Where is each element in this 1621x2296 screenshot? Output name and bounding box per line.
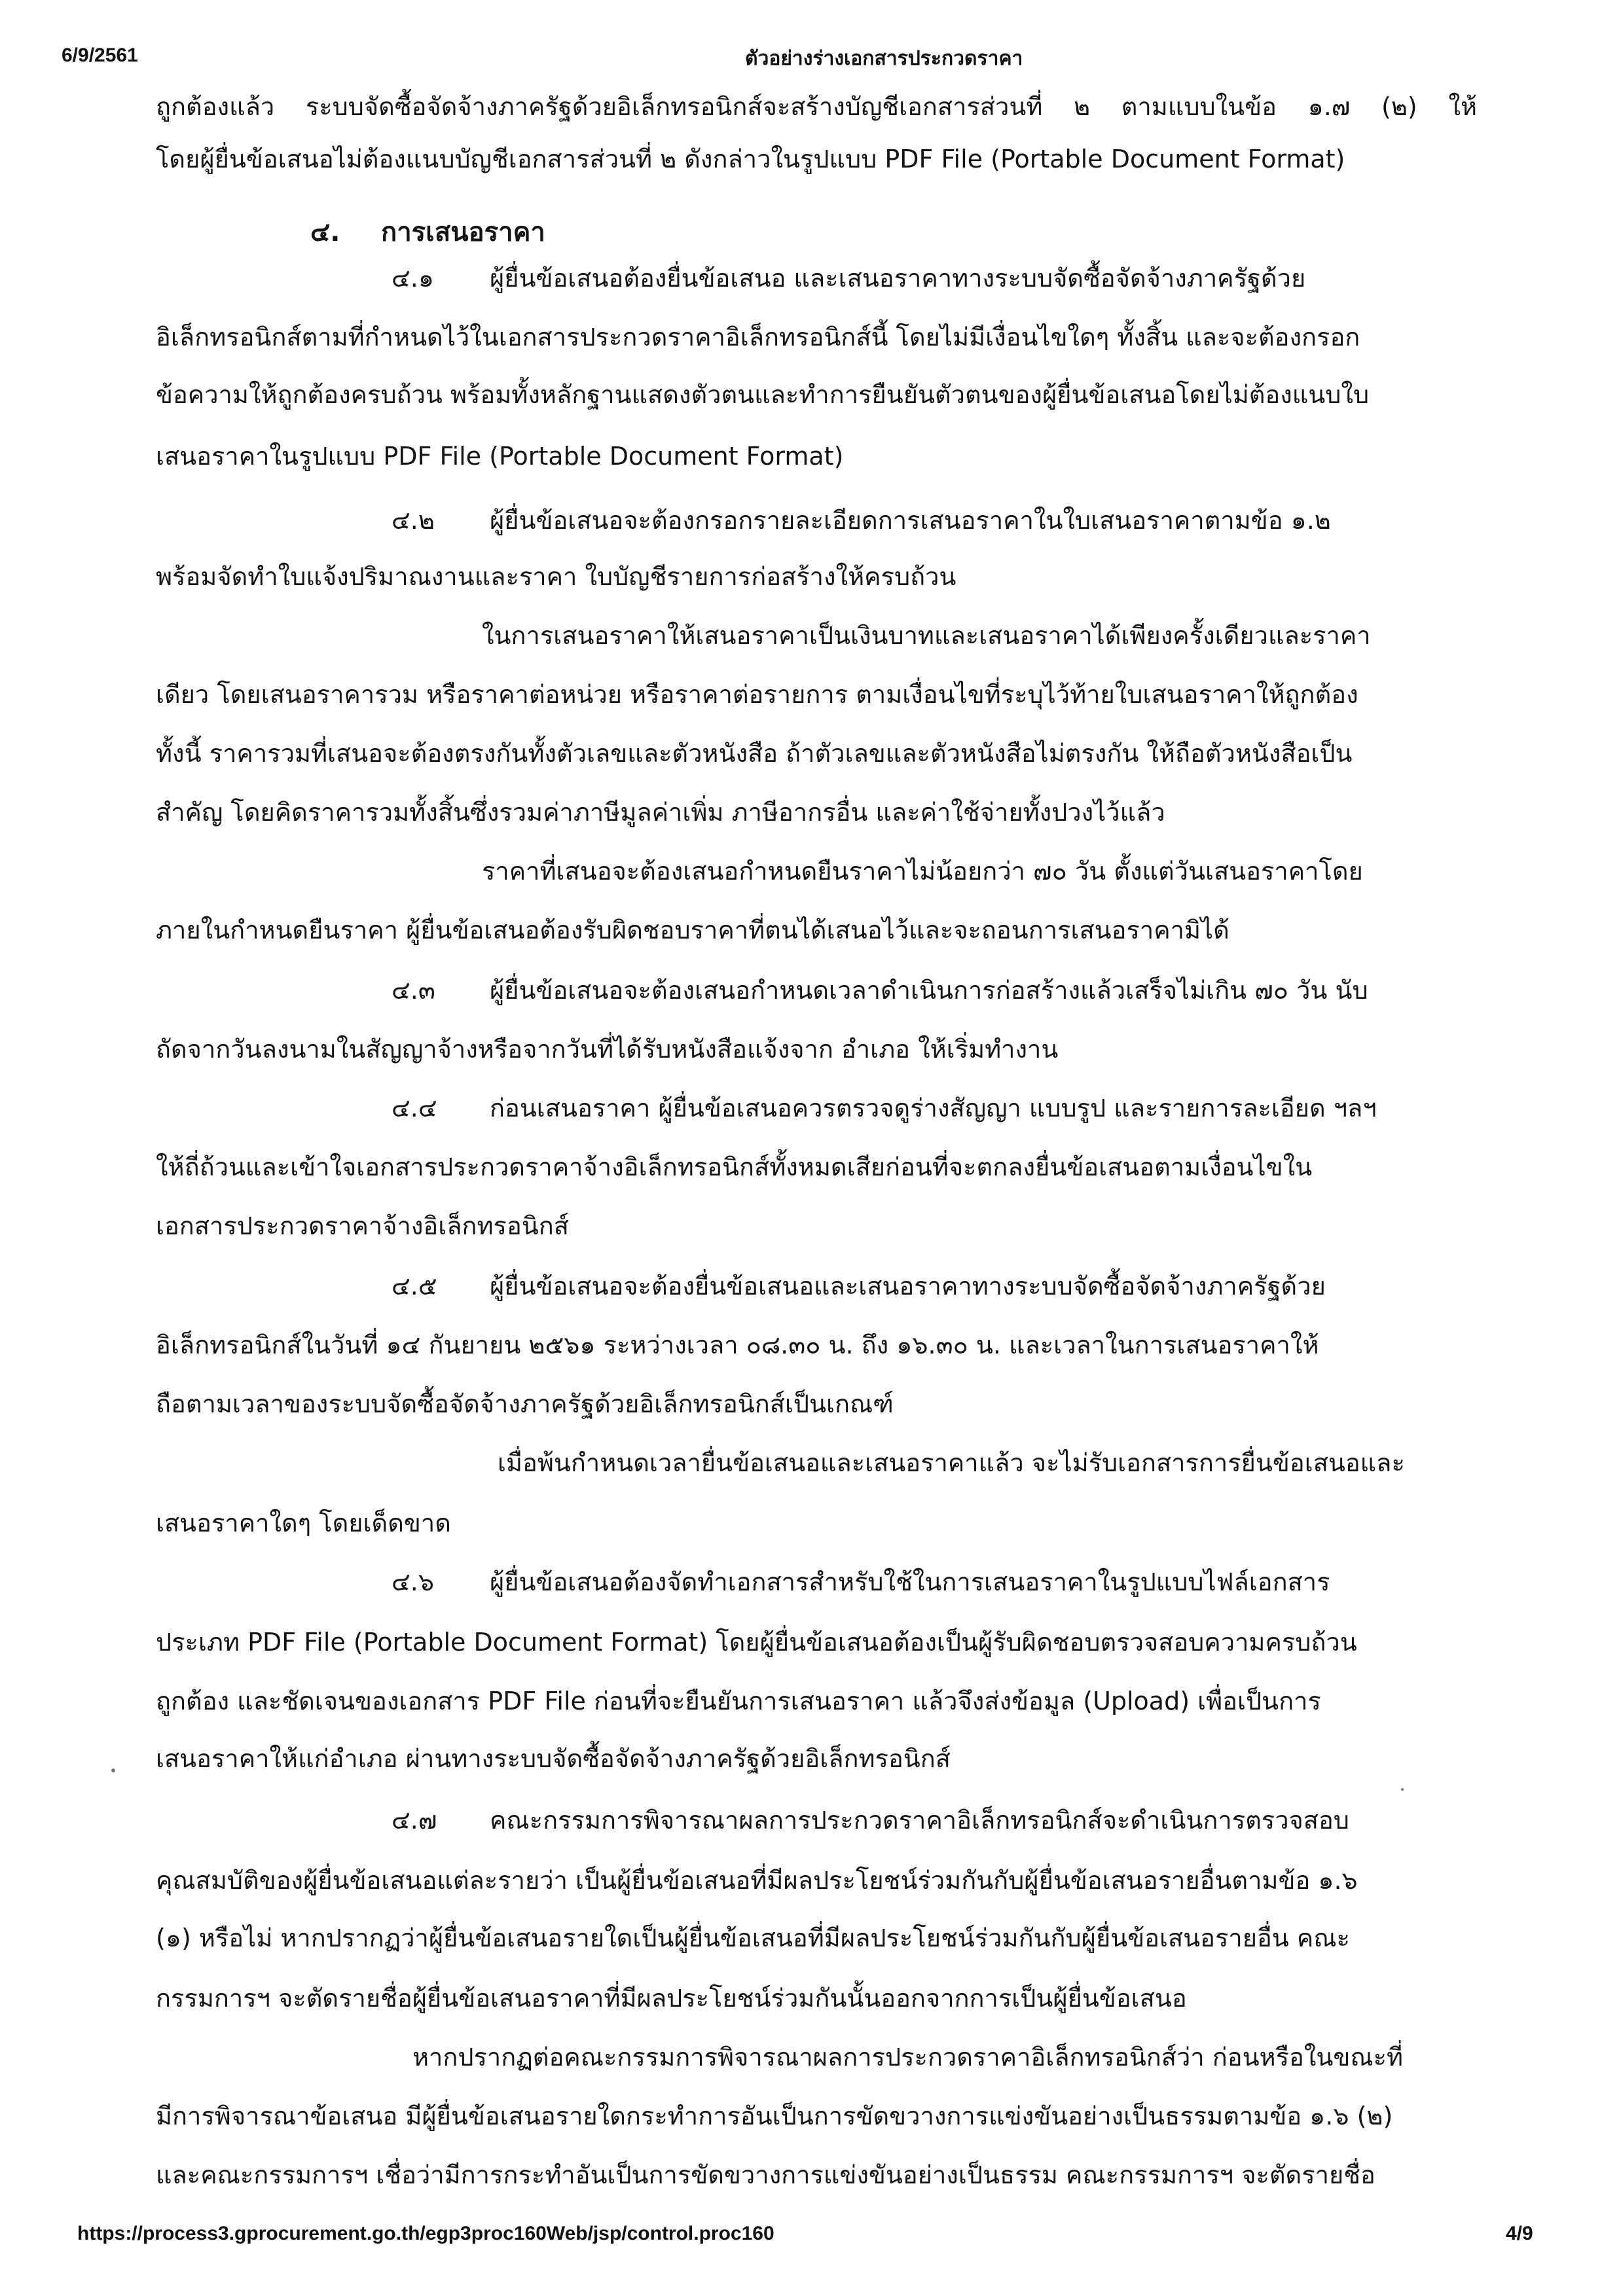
text-line: และคณะกรรมการฯ เชื่อว่ามีการกระทำอันเป็นการขัดขวางการแข่งขันอย่างเป็นธรรม คณะกรรมการฯ จะตัดรายชื่อ [156, 2161, 1375, 2189]
text-line: เมื่อพ้นกำหนดเวลายื่นข้อเสนอและเสนอราคาแล้ว จะไม่รับเอกสารการยื่นข้อเสนอและ [498, 1448, 1405, 1477]
scan-speck [1401, 1788, 1404, 1791]
text-line: ถือตามเวลาของระบบจัดซื้อจัดจ้างภาครัฐด้วยอิเล็กทรอนิกส์เป็นเกณฑ์ [156, 1390, 894, 1418]
text-line: ถัดจากวันลงนามในสัญญาจ้างหรือจากวันที่ได้รับหนังสือแจ้งจาก อำเภอ ให้เริ่มทำงาน [156, 1035, 1059, 1064]
text-line: เสนอราคาในรูปแบบ PDF File (Portable Document Format) [156, 442, 844, 471]
text-line: ผู้ยื่นข้อเสนอต้องยื่นข้อเสนอ และเสนอราคาทางระบบจัดซื้อจัดจ้างภาครัฐด้วย [490, 264, 1306, 293]
text-line: คุณสมบัติของผู้ยื่นข้อเสนอแต่ละรายว่า เป็นผู้ยื่นข้อเสนอที่มีผลประโยชน์ร่วมกันกับผู้ยื่นข้อเสนอรายอื่นตามข้อ ๑.๖ [156, 1866, 1358, 1895]
text-line: ภายในกำหนดยืนราคา ผู้ยื่นข้อเสนอต้องรับผิดชอบราคาที่ตนได้เสนอไว้และจะถอนการเสนอราคามิได้ [156, 916, 1229, 944]
text-line: ผู้ยื่นข้อเสนอต้องจัดทำเอกสารสำหรับใช้ในการเสนอราคาในรูปแบบไฟล์เอกสาร [490, 1568, 1330, 1596]
text-line: ข้อความให้ถูกต้องครบถ้วน พร้อมทั้งหลักฐานแสดงตัวตนและทำการยืนยันตัวตนของผู้ยื่นข้อเสนอโดยไม่ต้องแนบใบ [156, 380, 1370, 409]
section-heading: การเสนอราคา [381, 217, 545, 247]
text-line: ผู้ยื่นข้อเสนอจะต้องเสนอกำหนดเวลาดำเนินการก่อสร้างแล้วเสร็จไม่เกิน ๗๐ วัน นับ [490, 976, 1368, 1005]
text-line: หากปรากฏต่อคณะกรรมการพิจารณาผลการประกวดราคาอิเล็กทรอนิกส์ว่า ก่อนหรือในขณะที่ [412, 2043, 1404, 2072]
text-line: (๑) หรือไม่ หากปรากฏว่าผู้ยื่นข้อเสนอรายใดเป็นผู้ยื่นข้อเสนอที่มีผลประโยชน์ร่วมกันกับผู้ยื่นข้อเสนอรายอื่น คณะ [156, 1924, 1350, 1952]
text-line: เอกสารประกวดราคาจ้างอิเล็กทรอนิกส์ [156, 1211, 569, 1240]
clause-number: ๔.๔ [392, 1094, 437, 1122]
text-line: ถูกต้อง และชัดเจนของเอกสาร PDF File ก่อนที่จะยืนยันการเสนอราคา แล้วจึงส่งข้อมูล (Upload) เพื่อเป็นการ [156, 1687, 1321, 1715]
text-line: กรรมการฯ จะตัดรายชื่อผู้ยื่นข้อเสนอราคาที่มีผลประโยชน์ร่วมกันนั้นออกจากการเป็นผู้ยื่นข้อเสนอ [156, 1984, 1187, 2013]
text-line: ประเภท PDF File (Portable Document Format) โดยผู้ยื่นข้อเสนอต้องเป็นผู้รับผิดชอบตรวจสอบความครบถ้วน [156, 1628, 1357, 1657]
clause-number: ๔.๕ [392, 1272, 437, 1300]
clause-number: ๔.๗ [392, 1806, 437, 1835]
page-header-title: ตัวอย่างร่างเอกสารประกวดราคา [745, 48, 1023, 69]
text-line: คณะกรรมการพิจารณาผลการประกวดราคาอิเล็กทรอนิกส์จะดำเนินการตรวจสอบ [490, 1806, 1349, 1835]
text-line: ราคาที่เสนอจะต้องเสนอกำหนดยืนราคาไม่น้อยกว่า ๗๐ วัน ตั้งแต่วันเสนอราคาโดย [482, 857, 1363, 886]
text-line: ให้ถี่ถ้วนและเข้าใจเอกสารประกวดราคาจ้างอิเล็กทรอนิกส์ทั้งหมดเสียก่อนที่จะตกลงยื่นข้อเสนอตามเงื่อนไขใน [156, 1153, 1313, 1181]
print-date: 6/9/2561 [62, 45, 138, 66]
text-line: ทั้งนี้ ราคารวมที่เสนอจะต้องตรงกันทั้งตัวเลขและตัวหนังสือ ถ้าตัวเลขและตัวหนังสือไม่ตรงกัน ให้ถือตัวหนังสือเป็น [156, 739, 1353, 768]
clause-number: ๔.๓ [392, 976, 435, 1005]
section-number: ๔. [310, 217, 340, 247]
text-line: เสนอราคาให้แก่อำเภอ ผ่านทางระบบจัดซื้อจัดจ้างภาครัฐด้วยอิเล็กทรอนิกส์ [156, 1744, 951, 1773]
page-number: 4/9 [1506, 2223, 1533, 2244]
text-line: อิเล็กทรอนิกส์ในวันที่ ๑๔ กันยายน ๒๕๖๑ ระหว่างเวลา ๐๘.๓๐ น. ถึง ๑๖.๓๐ น. และเวลาในการเสนอราคาให้ [156, 1331, 1319, 1359]
text-line: ในการเสนอราคาให้เสนอราคาเป็นเงินบาทและเสนอราคาได้เพียงครั้งเดียวและราคา [482, 621, 1371, 650]
text-line: มีการพิจารณาข้อเสนอ มีผู้ยื่นข้อเสนอรายใดกระทำการอันเป็นการขัดขวางการแข่งขันอย่างเป็นธรรมตามข้อ ๑.๖ (๒) [156, 2102, 1393, 2130]
clause-number: ๔.๒ [392, 506, 435, 535]
text-line: ถูกต้องแล้ว ระบบจัดซื้อจัดจ้างภาครัฐด้วยอิเล็กทรอนิกส์จะสร้างบัญชีเอกสารส่วนที่ ๒ ตามแบบในข้อ ๑.๗ (๒) ให้ [156, 92, 1477, 121]
footer-url-link[interactable]: https://process3.gprocurement.go.th/egp3proc160Web/jsp/control.proc160 [77, 2223, 774, 2244]
clause-number: ๔.๖ [392, 1568, 434, 1596]
scan-speck [111, 1768, 115, 1772]
text-line: ผู้ยื่นข้อเสนอจะต้องกรอกรายละเอียดการเสนอราคาในใบเสนอราคาตามข้อ ๑.๒ [490, 506, 1331, 535]
clause-number: ๔.๑ [392, 264, 434, 293]
text-line: ก่อนเสนอราคา ผู้ยื่นข้อเสนอควรตรวจดูร่างสัญญา แบบรูป และรายการละเอียด ฯลฯ [490, 1094, 1377, 1122]
text-line: เสนอราคาใดๆ โดยเด็ดขาด [156, 1509, 451, 1537]
text-line: ผู้ยื่นข้อเสนอจะต้องยื่นข้อเสนอและเสนอราคาทางระบบจัดซื้อจัดจ้างภาครัฐด้วย [490, 1272, 1326, 1300]
text-line: อิเล็กทรอนิกส์ตามที่กำหนดไว้ในเอกสารประกวดราคาอิเล็กทรอนิกส์นี้ โดยไม่มีเงื่อนไขใดๆ ทั้งสิ้น และจะต้องกรอก [156, 323, 1360, 351]
text-line: พร้อมจัดทำใบแจ้งปริมาณงานและราคา ใบบัญชีรายการก่อสร้างให้ครบถ้วน [156, 562, 956, 591]
text-line: สำคัญ โดยคิดราคารวมทั้งสิ้นซึ่งรวมค่าภาษีมูลค่าเพิ่ม ภาษีอากรอื่น และค่าใช้จ่ายทั้งปวงไว้แล้ว [156, 798, 1165, 827]
text-line: เดียว โดยเสนอราคารวม หรือราคาต่อหน่วย หรือราคาต่อรายการ ตามเงื่อนไขที่ระบุไว้ท้ายใบเสนอราคาให้ถูกต้อง [156, 680, 1358, 709]
text-line: โดยผู้ยื่นข้อเสนอไม่ต้องแนบบัญชีเอกสารส่วนที่ ๒ ดังกล่าวในรูปแบบ PDF File (Portable Document Format) [156, 145, 1345, 173]
